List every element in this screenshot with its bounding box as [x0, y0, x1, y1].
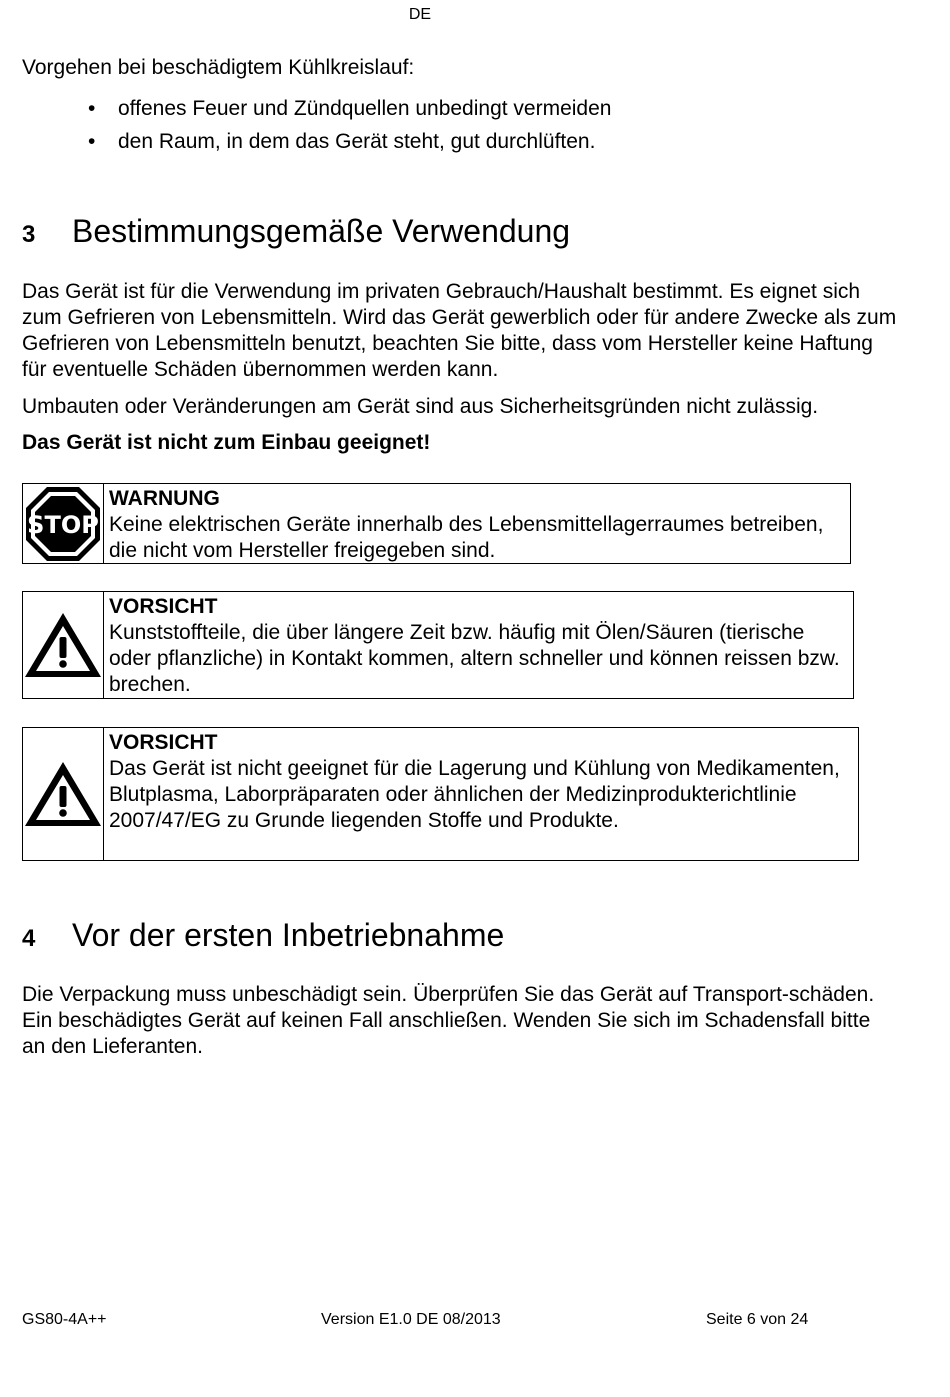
- notice-text: Kunststoffteile, die über längere Zeit bzw. häufig mit Ölen/Säuren (tierische oder pflanzliche) in Kontakt kommen, altern schneller und können reissen bzw. brechen.: [109, 621, 840, 696]
- list-item: • offenes Feuer und Zündquellen unbedingt vermeiden: [88, 92, 611, 125]
- notice-content: [104, 592, 853, 698]
- intro-bullet-list: [88, 92, 611, 158]
- notice-text: Das Gerät ist nicht geeignet für die Lagerung und Kühlung von Medikamenten, Blutplasma, Laborpräparaten oder ähnlichen der Medizinprodukterichtlinie 2007/47/EG zu Grunde liegenden Stoffe und Produkte.: [109, 757, 840, 832]
- language-label: DE: [408, 6, 432, 23]
- section-3-heading: [22, 213, 570, 250]
- caution-notice: [22, 727, 859, 861]
- section-number: 3: [22, 221, 36, 248]
- notice-heading: VORSICHT: [109, 595, 218, 618]
- warning-triangle-icon: [23, 728, 104, 860]
- section-title: Bestimmungsgemäße Verwendung: [72, 213, 571, 249]
- notice-text: Keine elektrischen Geräte innerhalb des Lebensmittellagerraumes betreiben, die nicht vom Hersteller freigegeben sind.: [109, 513, 824, 562]
- section-number: 4: [22, 925, 36, 952]
- notice-heading: VORSICHT: [109, 731, 218, 754]
- section-3-paragraph: Umbauten oder Veränderungen am Gerät sind aus Sicherheitsgründen nicht zulässig.: [22, 395, 819, 418]
- intro-heading: Vorgehen bei beschädigtem Kühlkreislauf:: [22, 56, 415, 79]
- section-title: Vor der ersten Inbetriebnahme: [72, 917, 505, 953]
- section-3-paragraph: Das Gerät ist für die Verwendung im privaten Gebrauch/Haushalt bestimmt. Es eignet sich zum Gefrieren von Lebensmitteln. Wird das Gerät gewerblich oder für andere Zwecke als zum Gefrieren von Lebensmitteln benutzt, beachten Sie bitte, dass vom Hersteller keine Haftung für eventuelle Schäden übernommen werden kann.: [22, 280, 897, 381]
- footer-page-number: Seite 6 von 24: [706, 1311, 809, 1328]
- section-3-bold-note: Das Gerät ist nicht zum Einbau geeignet!: [22, 431, 431, 454]
- list-item: • den Raum, in dem das Gerät steht, gut durchlüften.: [88, 125, 611, 158]
- stop-sign-text: STOP: [27, 510, 99, 539]
- footer-version: Version E1.0 DE 08/2013: [321, 1311, 501, 1328]
- warning-notice: [22, 483, 851, 564]
- warning-triangle-icon: [23, 592, 104, 698]
- stop-sign-icon: [23, 484, 104, 563]
- notice-content: [104, 728, 858, 860]
- caution-notice: [22, 591, 854, 699]
- section-4-heading: [22, 917, 504, 954]
- notice-content: [104, 484, 850, 563]
- section-4-paragraph: Die Verpackung muss unbeschädigt sein. Überprüfen Sie das Gerät auf Transport-schäden. Ein beschädigtes Gerät auf keinen Fall anschließen. Wenden Sie sich im Schadensfall bitte an den Lieferanten.: [22, 983, 875, 1058]
- footer-model: GS80-4A++: [22, 1311, 107, 1328]
- notice-heading: WARNUNG: [109, 487, 220, 510]
